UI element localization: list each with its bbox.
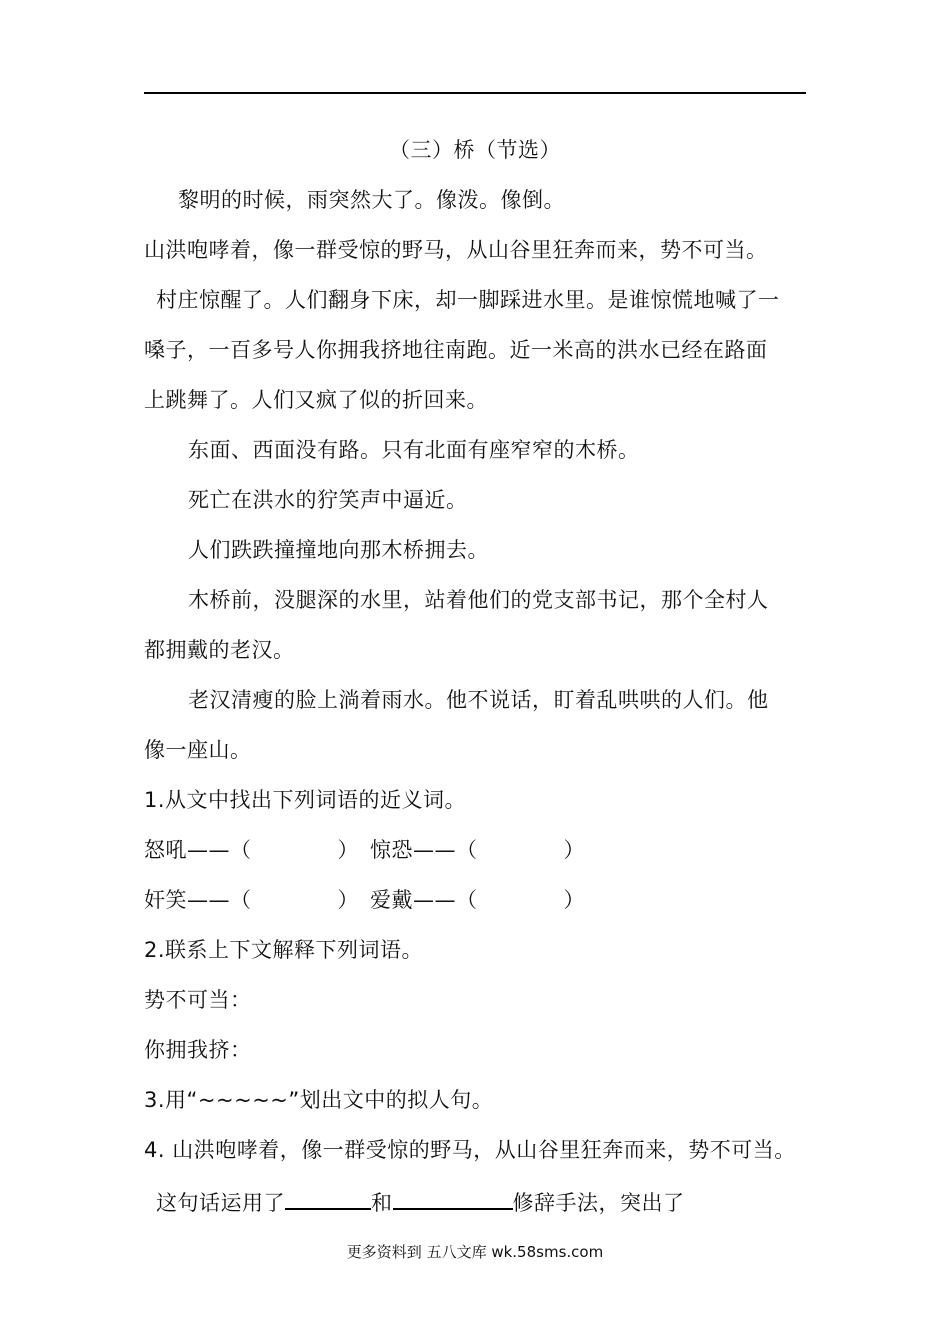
question-1-row-2: 奸笑——（ ） 爱戴——（ ）: [144, 888, 585, 912]
question-3: 3.用“~~~~~”划出文中的拟人句。: [144, 1088, 494, 1112]
paragraph-line: 都拥戴的老汉。: [144, 638, 295, 662]
question-2: 2.联系上下文解释下列词语。: [144, 938, 424, 962]
footer-text: 更多资料到 五八文库 wk.58sms.com: [346, 1243, 604, 1261]
passage-title: （三）桥（节选）: [389, 138, 561, 162]
paragraph-line: 上跳舞了。人们又疯了似的折回来。: [144, 388, 488, 412]
paragraph-line: 东面、西面没有路。只有北面有座窄窄的木桥。: [188, 438, 640, 462]
question-2-term-b: 你拥我挤：: [144, 1038, 252, 1062]
paragraph-line: 老汉清瘦的脸上淌着雨水。他不说话，盯着乱哄哄的人们。他: [188, 688, 769, 712]
question-4-text-2: 和: [371, 1191, 393, 1215]
question-1: 1.从文中找出下列词语的近义词。: [144, 788, 467, 812]
question-4-fill-line: [156, 1186, 685, 1217]
answer-blank[interactable]: [285, 1186, 371, 1210]
paragraph-line: 村庄惊醒了。人们翻身下床，却一脚踩进水里。是谁惊慌地喊了一: [156, 288, 780, 312]
answer-blank[interactable]: [393, 1186, 513, 1210]
question-2-term-a: 势不可当：: [144, 988, 252, 1012]
question-1-row-1: 怒吼——（ ） 惊恐——（ ）: [144, 838, 585, 862]
paragraph-line: 黎明的时候，雨突然大了。像泼。像倒。: [178, 188, 565, 212]
paragraph-line: 木桥前，没腿深的水里，站着他们的党支部书记，那个全村人: [188, 588, 769, 612]
question-4-text-3: 修辞手法，突出了: [512, 1191, 685, 1215]
question-4: 4. 山洪咆哮着，像一群受惊的野马，从山谷里狂奔而来，势不可当。: [144, 1138, 796, 1162]
paragraph-line: 人们跌跌撞撞地向那木桥拥去。: [188, 538, 489, 562]
question-4-text-1: 这句话运用了: [156, 1191, 285, 1215]
paragraph-line: 死亡在洪水的狞笑声中逼近。: [188, 488, 468, 512]
paragraph-line: 像一座山。: [144, 738, 252, 762]
paragraph-line: 山洪咆哮着，像一群受惊的野马，从山谷里狂奔而来，势不可当。: [144, 238, 768, 262]
header-rule: [144, 92, 806, 94]
paragraph-line: 嗓子，一百多号人你拥我挤地往南跑。近一米高的洪水已经在路面: [144, 338, 768, 362]
